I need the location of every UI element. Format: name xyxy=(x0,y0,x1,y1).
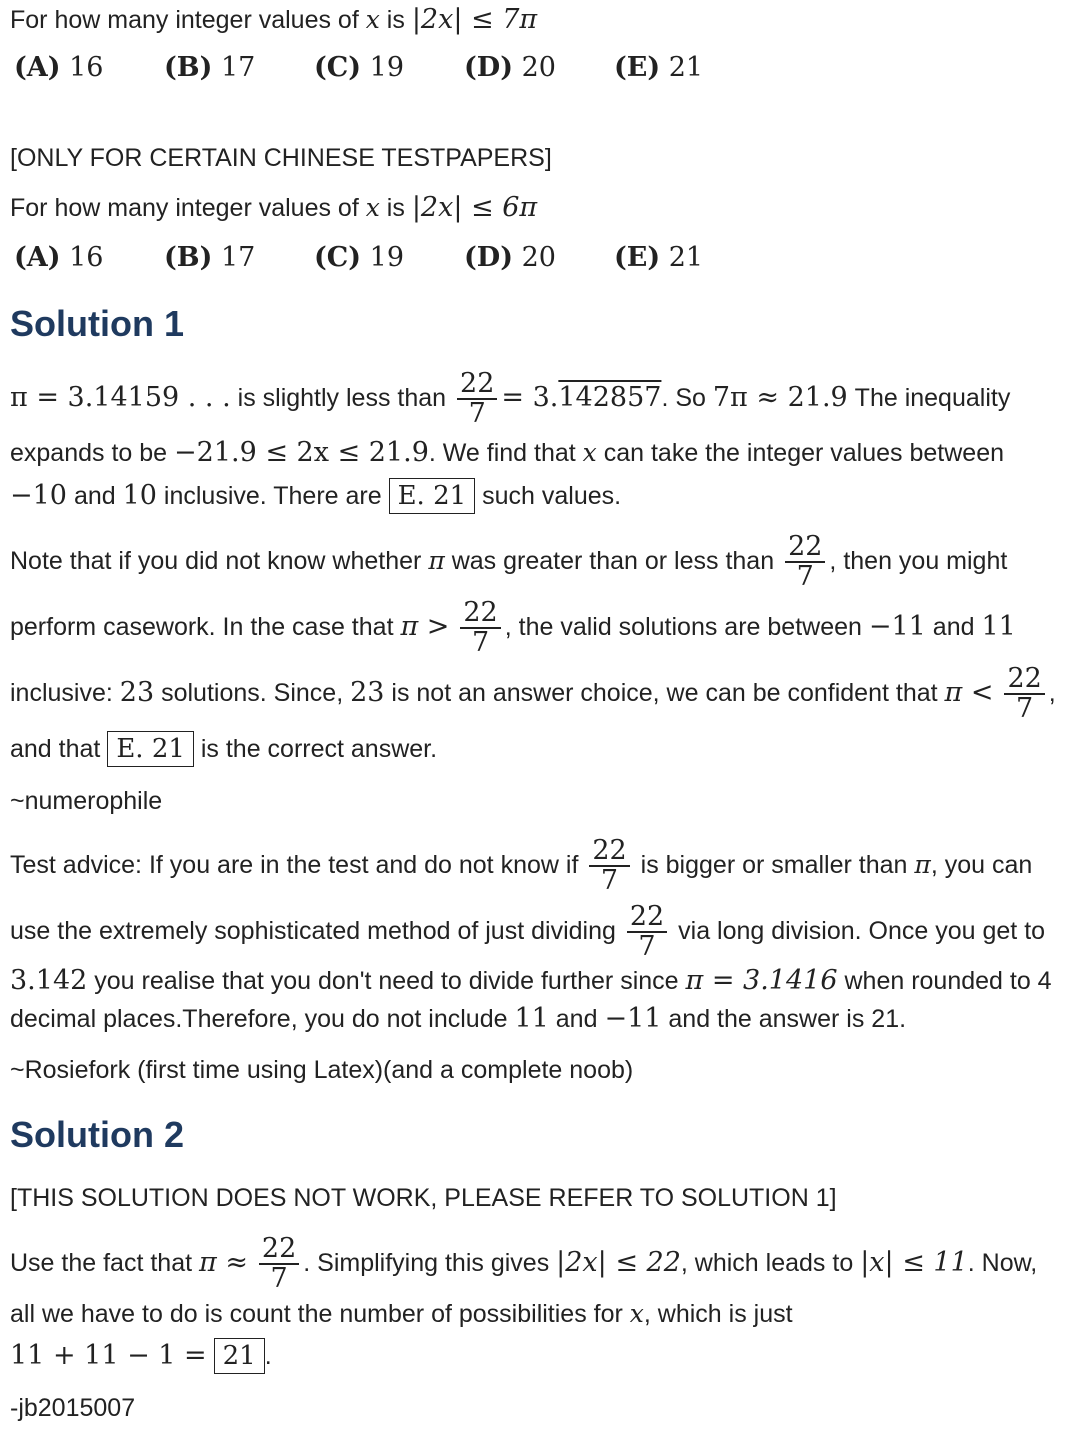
choice-c: (C) 19 xyxy=(314,242,404,273)
problem-1-statement xyxy=(10,4,537,36)
fraction-22-7: $\frac{22}{7}$ xyxy=(457,370,497,428)
problem-1-inequality: |2x| ≤ 7π xyxy=(411,4,538,35)
choice-b: (B) 17 xyxy=(164,242,256,273)
problem-2-statement: For how many integer values of x is |2x| ≤ 6π xyxy=(10,192,538,223)
problem-2-choices xyxy=(14,242,764,273)
problem-1-var: x xyxy=(365,5,380,34)
solution-2-line-1: Use the fact that π ≈ $\frac{22}{7}$ . Simplifying this gives |2x| ≤ 22, which leads to |x| ≤ 11. Now, xyxy=(10,1233,1038,1295)
chinese-note: [ONLY FOR CERTAIN CHINESE TESTPAPERS] xyxy=(10,144,552,172)
choice-b: (B) 17 xyxy=(164,52,256,83)
answer-box: E. 21 xyxy=(389,478,476,514)
solution-1-line-3: −10 and 10 inclusive. There are E. 21 such values. xyxy=(10,478,621,514)
choice-d: (D) 20 xyxy=(464,242,556,273)
solution-1-note-line-1: Note that if you did not know whether π was greater than or less than $\frac{22}{7}$ , then you might xyxy=(10,531,1008,593)
signature-jb2015007: -jb2015007 xyxy=(10,1394,136,1422)
choice-c: (C) 19 xyxy=(314,52,404,83)
problem-1-prefix: For how many integer values of xyxy=(10,6,359,34)
solution-1-note-line-3: inclusive: 23 solutions. Since, 23 is not an answer choice, we can be confident that π < $\frac{22}{7}$ , xyxy=(10,663,1056,725)
choice-e: (E) 21 xyxy=(614,242,704,273)
problem-1-is: is xyxy=(386,6,405,34)
test-advice-line-3: 3.142 you realise that you don't need to divide further since π = 3.1416 when rounded to 4 xyxy=(10,965,1052,996)
solution-1-note-line-2: perform casework. In the case that π > $\frac{22}{7}$ , the valid solutions are between −11 and 11 xyxy=(10,597,1016,659)
test-advice-line-1: Test advice: If you are in the test and do not know if $\frac{22}{7}$ is bigger or smaller than π, you can xyxy=(10,835,1033,897)
choice-a: (A) 16 xyxy=(14,52,104,83)
solution-1-line-2: expands to be −21.9 ≤ 2x ≤ 21.9. We find that x can take the integer values between xyxy=(10,437,1005,468)
test-advice-line-4: decimal places.Therefore, you do not include 11 and −11 and the answer is 21. xyxy=(10,1003,907,1034)
solution-1-heading: Solution 1 xyxy=(10,303,184,344)
choice-d: (D) 20 xyxy=(464,52,556,83)
signature-numerophile: ~numerophile xyxy=(10,787,163,815)
answer-box: E. 21 xyxy=(107,731,194,767)
solution-2-line-2: all we have to do is count the number of possibilities for x, which is just xyxy=(10,1299,793,1328)
test-advice-line-2: use the extremely sophisticated method of just dividing $\frac{22}{7}$ via long division. Once you get to xyxy=(10,901,1046,963)
problem-2-inequality: |2x| ≤ 6π xyxy=(411,192,538,223)
signature-rosiefork: ~Rosiefork (first time using Latex)(and a complete noob) xyxy=(10,1056,634,1084)
solution-2-warning: [THIS SOLUTION DOES NOT WORK, PLEASE REFER TO SOLUTION 1] xyxy=(10,1184,837,1212)
solution-1-line-1: π = 3.14159 . . . is slightly less than $\frac{22}{7}$ = 3.142857. So 7π ≈ 21.9 The inequality xyxy=(10,368,1011,430)
answer-box: 21 xyxy=(214,1338,265,1374)
choice-e: (E) 21 xyxy=(614,52,704,83)
choice-a: (A) 16 xyxy=(14,242,104,273)
solution-2-line-3: 11 + 11 − 1 = 21 . xyxy=(10,1337,272,1375)
problem-1-choices xyxy=(14,52,764,83)
solution-1-note-line-4: and that E. 21 is the correct answer. xyxy=(10,730,437,768)
repeating-decimal: 142857 xyxy=(558,382,662,413)
solution-2-heading: Solution 2 xyxy=(10,1114,184,1155)
